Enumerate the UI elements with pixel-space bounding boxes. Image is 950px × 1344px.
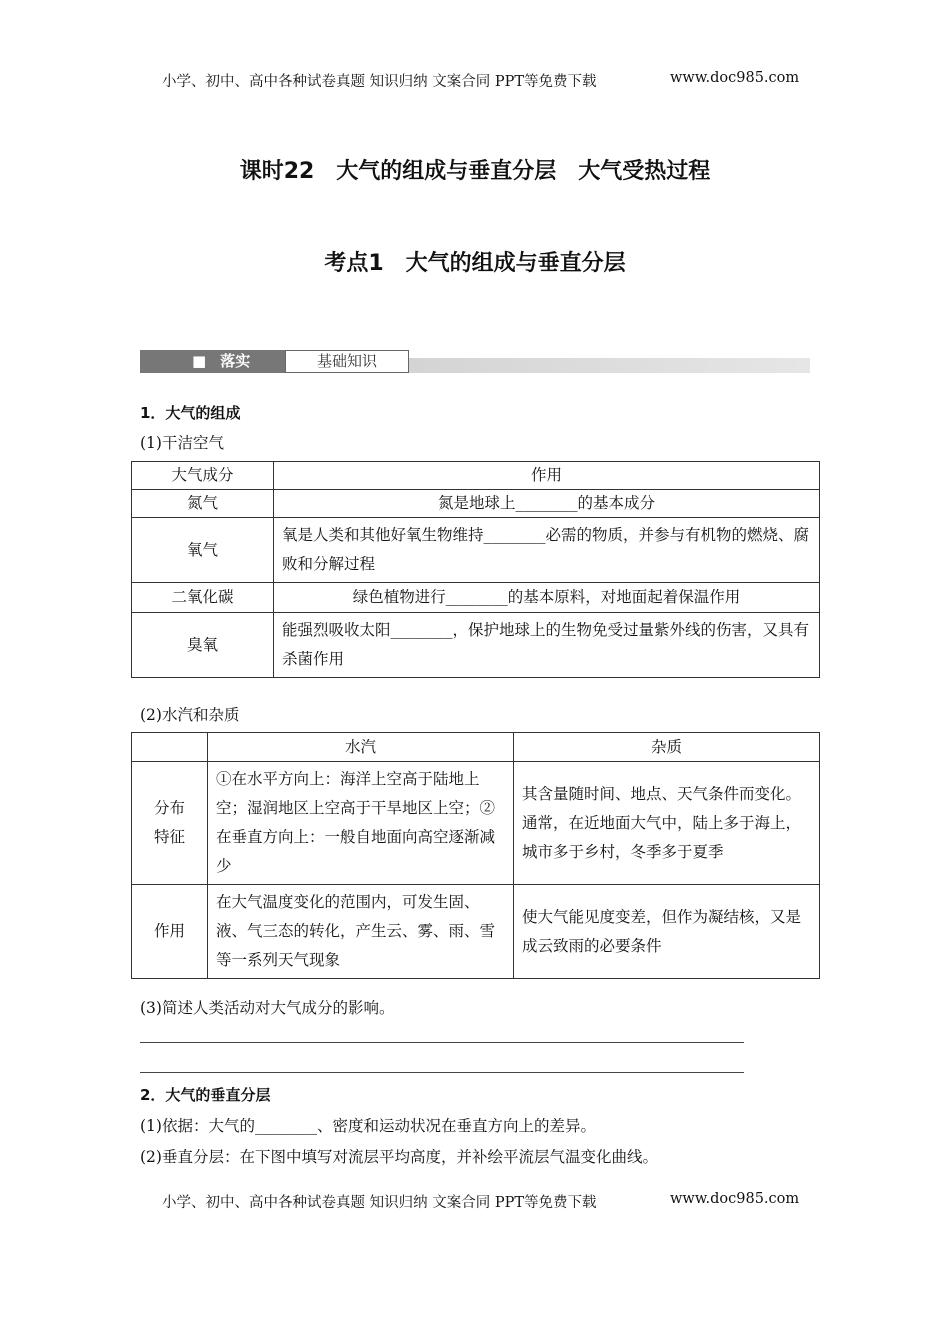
header-link[interactable]: www.doc985.com [670,70,800,86]
band-light: 基础知识 [285,350,409,373]
cell-name: 作用 [132,885,208,979]
cell-water: ①在水平方向上：海洋上空高于陆地上空；湿润地区上空高于干旱地区上空；②在垂直方向上：一般自地面向高空逐渐减少 [208,762,514,885]
cell-name: 分布特征 [132,762,208,885]
cell-text: 氧是人类和其他好氧生物维持________必需的物质，并参与有机物的燃烧、腐败和分解过程 [274,518,820,583]
table-dry-air [131,461,820,678]
cell-name: 臭氧 [132,613,274,678]
page-title: 课时22 大气的组成与垂直分层 大气受热过程 [239,159,711,184]
cell-text: 绿色植物进行________的基本原料，对地面起着保温作用 [274,583,820,613]
section-title: 考点1 大气的组成与垂直分层 [324,251,626,276]
table-water-impurity [131,732,820,979]
cell-text: 氮是地球上________的基本成分 [274,490,820,518]
th [132,733,208,762]
answer-line[interactable] [140,1042,744,1043]
heading-1: 1．大气的组成 [140,404,241,422]
th: 杂质 [514,733,820,762]
section-band [140,350,810,375]
cell-name: 氮气 [132,490,274,518]
para-4: (1)依据：大气的________、密度和运动状况在垂直方向上的差异。 [140,1117,596,1135]
cell-name: 二氧化碳 [132,583,274,613]
answer-line[interactable] [140,1072,744,1073]
th: 大气成分 [132,462,274,490]
th: 作用 [274,462,820,490]
header-text: 小学、初中、高中各种试卷真题 知识归纳 文案合同 PPT等免费下载 [162,74,597,90]
cell-name: 氧气 [132,518,274,583]
th: 水汽 [208,733,514,762]
band-dark [140,350,285,373]
para-3: (3)简述人类活动对大气成分的影响。 [140,999,395,1017]
cell-impurity: 使大气能见度变差，但作为凝结核，又是成云致雨的必要条件 [514,885,820,979]
square-icon: ■ [192,352,207,370]
heading-2: 2．大气的垂直分层 [140,1086,271,1104]
cell-text: 能强烈吸收太阳________，保护地球上的生物免受过量紫外线的伤害，又具有杀菌作用 [274,613,820,678]
para-2: (2)水汽和杂质 [140,706,240,724]
para-5: (2)垂直分层：在下图中填写对流层平均高度，并补绘平流层气温变化曲线。 [140,1148,658,1166]
para-1: (1)干洁空气 [140,434,224,452]
band-dark-label: 落实 [220,352,251,370]
cell-impurity: 其含量随时间、地点、天气条件而变化。通常，在近地面大气中，陆上多于海上，城市多于乡村，冬季多于夏季 [514,762,820,885]
footer-link[interactable]: www.doc985.com [670,1191,800,1207]
cell-water: 在大气温度变化的范围内，可发生固、液、气三态的转化，产生云、雾、雨、雪等一系列天气现象 [208,885,514,979]
footer-text: 小学、初中、高中各种试卷真题 知识归纳 文案合同 PPT等免费下载 [162,1195,597,1211]
